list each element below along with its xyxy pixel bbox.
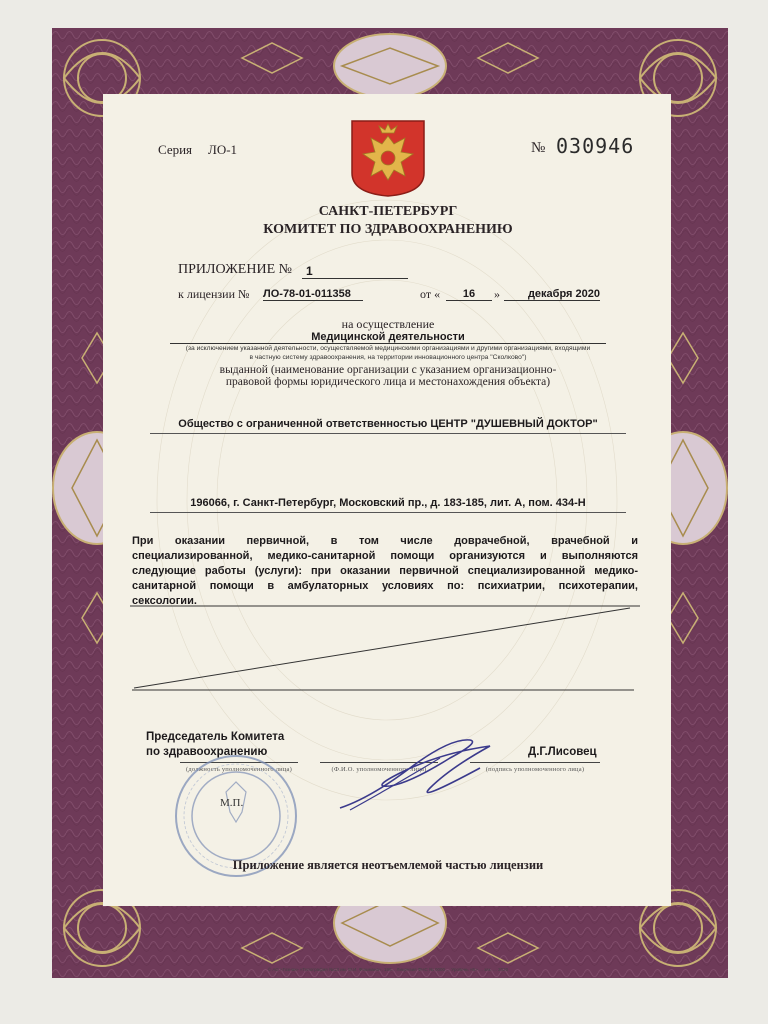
caption-name: (Ф.И.О. уполномоченного лица)	[331, 766, 427, 773]
number-sign: №	[531, 140, 546, 156]
series-value: ЛО-1	[208, 142, 238, 157]
signatory-name: Д.Г.Лисовец	[528, 746, 597, 758]
issued-caption-line2: правовой формы юридического лица и местонахождения объекта)	[225, 376, 551, 388]
services-line1: При оказании первичной, в том числе доврачебной, врачебной и	[132, 535, 638, 547]
stamp-place-label: М.П.	[220, 797, 244, 809]
services-line4: санитарной помощи в амбулаторных условиях по: психиатрии, психотерапии,	[132, 580, 638, 592]
activity-prefix: на осуществление	[341, 317, 435, 331]
printer-imprint: © АО «Гознак» «Типография №13 им. М.И. Фишмана», 198... Лицензия ФНС № 0000 ... Уровень «Б» ... зак. ... 2020	[267, 967, 509, 972]
license-ref-label: к лицензии №	[178, 287, 250, 301]
license-ref-field	[263, 284, 363, 301]
issued-caption-line1: выданной (наименование организации с указанием организационно-	[219, 364, 557, 376]
date-day: 16	[462, 288, 476, 300]
appendix-footnote: Приложение является неотъемлемой частью лицензии	[232, 858, 544, 872]
date-month-year: декабря 2020	[527, 288, 600, 300]
series-label: Серия	[158, 142, 193, 157]
activity-underline	[170, 343, 606, 344]
organization-underline	[150, 433, 626, 434]
issuing-city: САНКТ-ПЕТЕРБУРГ	[318, 204, 458, 219]
activity-note-line2: в частную систему здравоохранения, на территории инновационного центра "Сколково")	[249, 354, 527, 361]
caption-position: (должность уполномоченного лица)	[186, 766, 292, 773]
coat-of-arms-icon	[349, 118, 427, 198]
services-line2: специализированной, медико-санитарной помощи организуются и выполняются	[132, 550, 638, 562]
date-close-quote: »	[494, 287, 500, 301]
strike-through-z-line	[130, 596, 642, 696]
date-day-field	[446, 284, 492, 301]
organization-name: Общество с ограниченной ответственностью ЦЕНТР "ДУШЕВНЫЙ ДОКТОР"	[178, 418, 598, 430]
services-line5: сексологии.	[132, 595, 197, 607]
address-underline	[150, 512, 626, 513]
issuing-authority: КОМИТЕТ ПО ЗДРАВООХРАНЕНИЮ	[263, 222, 513, 237]
activity-note-line1: (за исключением указанной деятельности, осуществляемой медицинскими организациями и другими организациями, входящими	[185, 345, 591, 352]
date-open-quote: от «	[420, 287, 441, 301]
handwritten-signature-icon	[330, 728, 500, 816]
license-number: 030946	[556, 134, 635, 158]
activity-name: Медицинской деятельности	[311, 331, 465, 343]
organization-address: 196066, г. Санкт-Петербург, Московский пр., д. 183-185, лит. А, пом. 434-Н	[190, 497, 586, 509]
services-line3: следующие работы (услуги): при оказании первичной специализированной медико-	[132, 565, 638, 577]
appendix-number-field	[302, 262, 408, 279]
signatory-position-line1: Председатель Комитета	[146, 731, 285, 743]
caption-signature: (подпись уполномоченного лица)	[485, 766, 585, 773]
date-month-field	[504, 284, 600, 301]
signatory-position-line2: по здравоохранению	[146, 746, 268, 758]
license-ref-value: ЛО-78-01-011358	[263, 288, 351, 300]
appendix-number: 1	[306, 264, 313, 278]
appendix-label: ПРИЛОЖЕНИЕ №	[178, 262, 292, 277]
